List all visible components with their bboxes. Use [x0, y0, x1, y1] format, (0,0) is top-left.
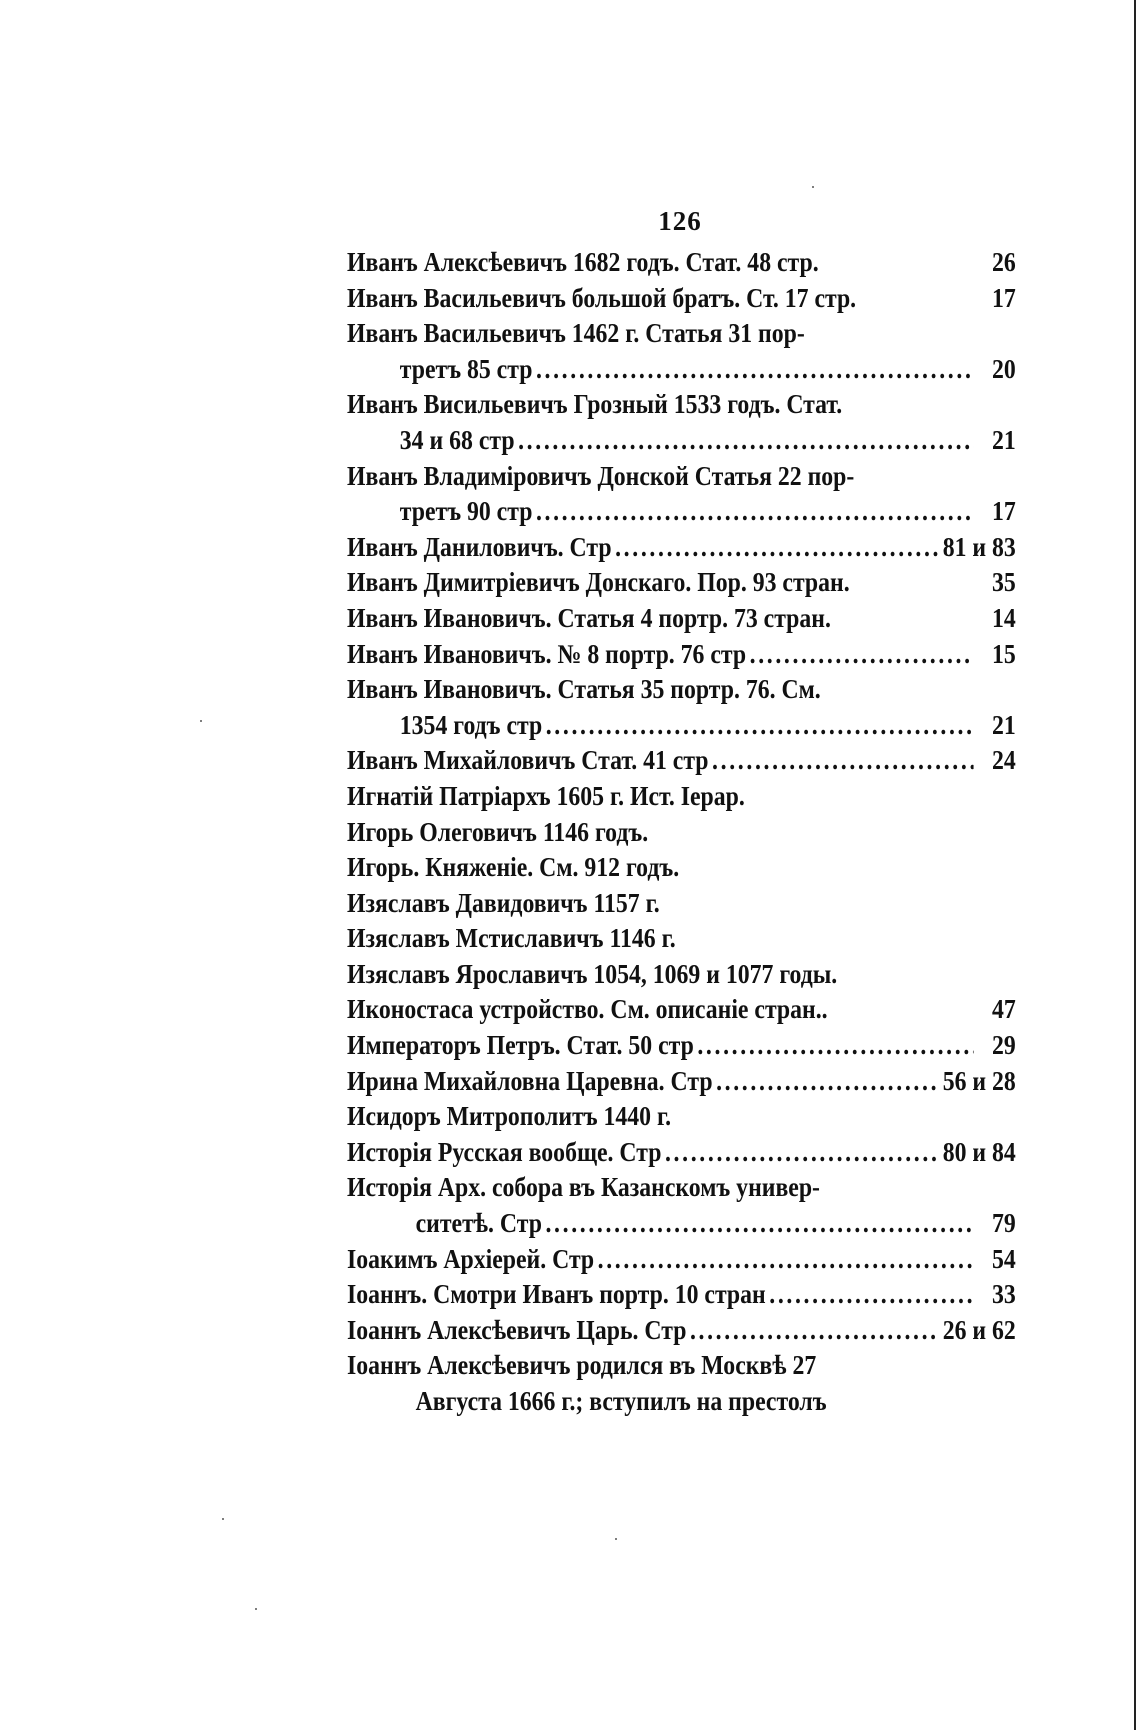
index-entry-page: 33 — [992, 1279, 1016, 1310]
index-entry-page: 47 — [992, 994, 1016, 1025]
index-entry-text: Игнатiй Патрiархъ 1605 г. Ист. Iерар. — [347, 780, 745, 811]
index-entry — [347, 815, 1016, 851]
index-entry-text: Иванъ Михайловичъ Стат. 41 стр — [347, 745, 709, 776]
index-entry-text: 34 и 68 стр — [399, 424, 515, 455]
index-entry-text: Iоаннъ Алексѣевичъ родился въ Москвѣ 27 — [347, 1350, 817, 1381]
index-entry-page: 35 — [992, 567, 1016, 598]
index-entry-page: 80 и 84 — [942, 1136, 1016, 1167]
index-entry-text: Иванъ Владимiровичъ Донской Статья 22 пор- — [347, 460, 855, 491]
index-entry — [347, 886, 1016, 922]
index-entry-page: 56 и 28 — [942, 1065, 1016, 1096]
index-entry-page: 54 — [992, 1243, 1016, 1274]
dot-leader — [690, 1313, 939, 1349]
page-edge-rule — [1134, 0, 1136, 1730]
index-entry-text: Иванъ Васильевичъ большой братъ. Ст. 17 стр. — [347, 282, 857, 313]
index-entry-text: Иванъ Висильевичъ Грозный 1533 годъ. Стат. — [347, 389, 843, 420]
index-entry-text: Иванъ Ивановичъ. Статья 35 портр. 76. См. — [347, 674, 821, 705]
dot-leader — [536, 494, 974, 530]
index-entry — [347, 387, 1016, 423]
index-entry-text: третъ 90 стр — [399, 496, 533, 527]
index-entry — [347, 423, 1016, 459]
index-entry-text: Изяславъ Мстиславичъ 1146 г. — [347, 923, 676, 954]
index-entry-page: 20 — [992, 353, 1016, 384]
index-entry-text: Изяславъ Давидовичъ 1157 г. — [347, 887, 660, 918]
index-entry-text: Императоръ Петръ. Стат. 50 стр — [347, 1030, 694, 1061]
index-entry-page: 17 — [992, 282, 1016, 313]
index-entry — [347, 494, 1016, 530]
dot-leader — [518, 423, 973, 459]
index-entry-text: ситетѣ. Стр — [415, 1208, 542, 1239]
index-entry-page: 21 — [992, 424, 1016, 455]
index-entry-page: 14 — [992, 602, 1016, 633]
index-entry-text: Иванъ Ивановичъ. Статья 4 портр. 73 стран. — [347, 602, 831, 633]
print-speck — [222, 1518, 224, 1520]
dot-leader — [716, 1064, 939, 1100]
dot-leader — [697, 1028, 973, 1064]
index-entry — [347, 779, 1016, 815]
index-entry-text: Иванъ Димитрiевичъ Донскаго. Пор. 93 стран. — [347, 567, 850, 598]
dot-leader — [536, 352, 974, 388]
index-entry — [347, 1277, 1016, 1313]
index-entry — [347, 850, 1016, 886]
index-entry — [347, 245, 1016, 281]
dot-leader — [750, 637, 974, 673]
index-entry-text: Иконостаса устройство. См. описанiе стран.. — [347, 994, 828, 1025]
print-speck — [255, 1608, 257, 1610]
index-entry-text: Иванъ Алексѣевичъ 1682 годъ. Стат. 48 стр. — [347, 247, 819, 277]
index-entry — [347, 992, 1016, 1028]
index-entry-page: 24 — [992, 745, 1016, 776]
index-entry-text: Iоаннъ. Смотри Иванъ портр. 10 стран — [347, 1279, 766, 1310]
index-entry-text: Августа 1666 г.; вступилъ на престолъ — [415, 1386, 827, 1416]
index-entry — [347, 1242, 1016, 1278]
index-entry — [347, 921, 1016, 957]
dot-leader — [598, 1242, 974, 1278]
index-entry-text: Иванъ Даниловичъ. Стр — [347, 531, 612, 562]
index-entry — [347, 352, 1016, 388]
index-entry — [347, 1348, 1016, 1384]
index-entry-text: Иванъ Ивановичъ. № 8 портр. 76 стр — [347, 638, 747, 669]
index-entry — [347, 530, 1016, 566]
index-entry — [347, 708, 1016, 744]
index-entry-text: Исторiя Арх. собора въ Казанскомъ универ- — [347, 1172, 820, 1203]
index-entry-text: 1354 годъ стр — [399, 709, 543, 740]
index-entry-page: 26 и 62 — [942, 1314, 1016, 1345]
index-entry — [347, 637, 1016, 673]
dot-leader — [712, 743, 974, 779]
index-entry — [347, 1099, 1016, 1135]
index-entry-page: 81 и 83 — [942, 531, 1016, 562]
index-entry-page: 15 — [992, 638, 1016, 669]
index-entry — [347, 1313, 1016, 1349]
index-entry-text: третъ 85 стр — [399, 353, 533, 384]
index-entry-text: Iоаннъ Алексѣевичъ Царь. Стр — [347, 1314, 687, 1345]
index-entry-page: 17 — [992, 496, 1016, 527]
index-entry — [347, 1135, 1016, 1171]
index-entry — [347, 1064, 1016, 1100]
index-entry — [347, 565, 1016, 601]
page-number: 126 — [658, 206, 702, 236]
index-entry — [347, 1170, 1016, 1206]
index-entry — [347, 601, 1016, 637]
dot-leader — [546, 708, 974, 744]
index-entry-text: Игорь. Княженiе. См. 912 годъ. — [347, 852, 680, 883]
index-entry — [347, 459, 1016, 495]
index-entry-page: 26 — [992, 247, 1016, 277]
index-entry — [347, 743, 1016, 779]
print-speck — [615, 1538, 617, 1540]
index-entry-text: Иванъ Васильевичъ 1462 г. Статья 31 пор- — [347, 318, 805, 349]
index-entry-page: 29 — [992, 1030, 1016, 1061]
index-entry-text: Исторiя Русская вообще. Стр — [347, 1136, 662, 1167]
index-entry — [347, 316, 1016, 352]
index-list — [347, 245, 1015, 1420]
index-entry-page: 79 — [992, 1208, 1016, 1239]
index-entry-text: Ирина Михайловна Царевна. Стр — [347, 1065, 713, 1096]
dot-leader — [665, 1135, 939, 1171]
index-entry-text: Iоакимъ Архiерей. Стр — [347, 1243, 595, 1274]
index-entry — [347, 1028, 1016, 1064]
index-entry-text: Изяславъ Ярославичъ 1054, 1069 и 1077 годы. — [347, 958, 838, 989]
index-entry — [347, 1206, 1016, 1242]
index-entry — [347, 672, 1016, 708]
index-entry — [347, 281, 1016, 317]
index-entry-text: Игорь Олеговичъ 1146 годъ. — [347, 816, 649, 847]
index-entry-page: 21 — [992, 709, 1016, 740]
print-speck — [200, 720, 202, 722]
dot-leader — [615, 530, 939, 566]
print-speck — [812, 186, 814, 188]
dot-leader — [545, 1206, 973, 1242]
index-entry — [347, 957, 1016, 993]
index-entry — [347, 1384, 1016, 1420]
index-entry-text: Исидоръ Митрополитъ 1440 г. — [347, 1101, 672, 1132]
dot-leader — [769, 1277, 973, 1313]
